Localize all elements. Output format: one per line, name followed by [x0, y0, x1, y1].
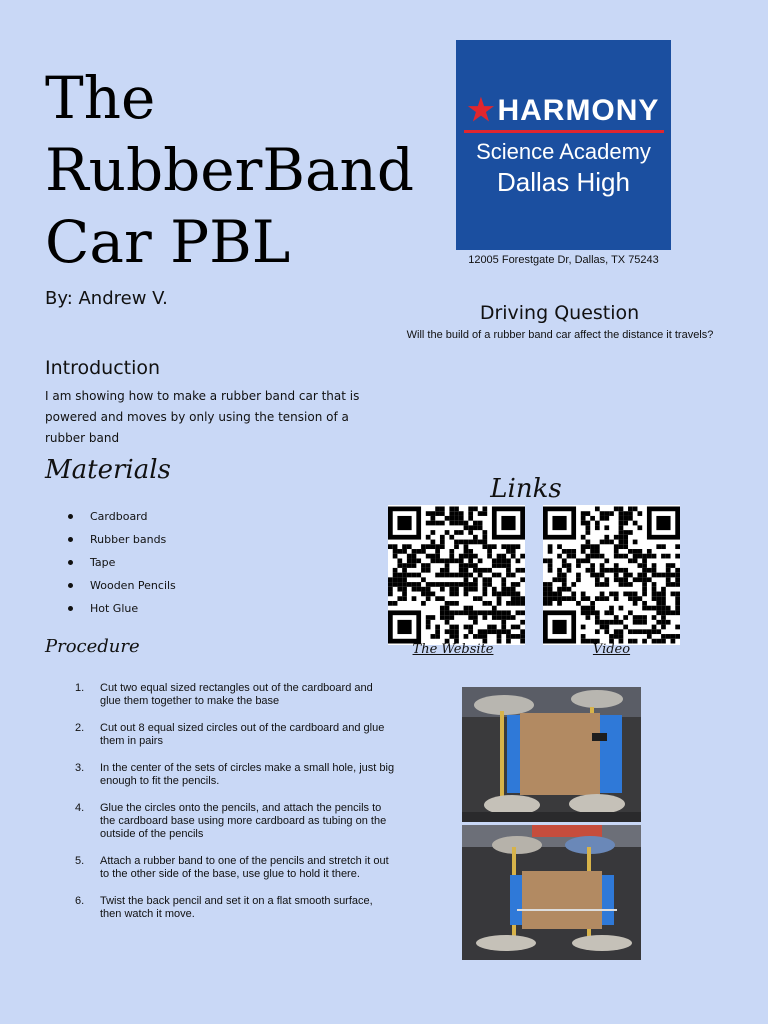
driving-question-text: Will the build of a rubber band car affect the distance it travels?	[406, 329, 714, 341]
car-photo-top	[462, 687, 641, 822]
step-text: Attach a rubber band to one of the pencils and stretch it out to the other side of the base, use glue to hold it there.	[100, 855, 389, 880]
logo-line-2: Dallas High	[497, 166, 630, 197]
step-text: Glue the circles onto the pencils, and attach the pencils to the cardboard base using more cardboard as tubing on the outside of the pencils	[100, 802, 387, 840]
bullet-icon	[68, 514, 73, 519]
list-item	[68, 505, 176, 528]
materials-list	[68, 505, 176, 620]
star-icon: ★	[467, 93, 496, 127]
qr-code-icon	[543, 505, 680, 645]
logo-brand-text: ARMONY	[520, 93, 660, 127]
step-number: 2.	[75, 722, 85, 734]
rubber-band-car-photo	[462, 687, 641, 822]
step-number: 4.	[75, 802, 85, 814]
title-line-1: The	[45, 64, 156, 132]
video-qr-code[interactable]	[543, 505, 680, 645]
title-line-2: RubberBand	[45, 136, 415, 204]
bullet-icon	[68, 537, 73, 542]
qr-code-icon	[388, 505, 525, 645]
bullet-icon	[68, 560, 73, 565]
logo-divider	[464, 130, 664, 133]
step-number: 3.	[75, 762, 85, 774]
list-item	[68, 597, 176, 620]
introduction-heading: Introduction	[45, 357, 161, 379]
driving-question-heading: Driving Question	[479, 302, 640, 324]
links-heading: Links	[490, 474, 562, 504]
material-label: Cardboard	[90, 510, 148, 523]
step-number: 1.	[75, 682, 85, 694]
title-line-3: Car PBL	[45, 208, 291, 276]
step-text: In the center of the sets of circles make a small hole, just big enough to fit the pencils.	[100, 762, 395, 787]
logo-brand-prefix: H	[497, 93, 521, 127]
step-number: 5.	[75, 855, 85, 867]
material-label: Hot Glue	[90, 602, 139, 615]
step-number: 6.	[75, 895, 85, 907]
website-qr-code[interactable]	[388, 505, 525, 645]
bullet-icon	[68, 583, 73, 588]
list-item	[68, 574, 176, 597]
author-byline: By: Andrew V.	[45, 288, 168, 309]
school-logo	[456, 40, 671, 250]
school-address: 12005 Forestgate Dr, Dallas, TX 75243	[468, 254, 659, 266]
step-text: Cut out 8 equal sized circles out of the cardboard and glue them in pairs	[100, 722, 385, 747]
rubber-band-car-photo	[462, 825, 641, 960]
material-label: Wooden Pencils	[90, 579, 176, 592]
procedure-step	[75, 802, 395, 841]
procedure-step	[75, 682, 395, 708]
poster-title	[45, 62, 425, 278]
procedure-step	[75, 855, 395, 881]
materials-heading: Materials	[45, 455, 171, 485]
introduction-text: I am showing how to make a rubber band car that is powered and moves by only using the tension of a rubber band	[45, 389, 360, 445]
logo-line-1: Science Academy	[476, 138, 651, 164]
video-link[interactable]: Video	[592, 642, 631, 657]
procedure-step	[75, 762, 395, 788]
step-text: Twist the back pencil and set it on a flat smooth surface, then watch it move.	[100, 895, 373, 920]
list-item	[68, 551, 176, 574]
logo-brand	[468, 93, 660, 128]
material-label: Rubber bands	[90, 533, 167, 546]
step-text: Cut two equal sized rectangles out of the cardboard and glue them together to make the base	[100, 682, 373, 707]
material-label: Tape	[90, 556, 116, 569]
website-link[interactable]: The Website	[412, 642, 494, 657]
bullet-icon	[68, 606, 73, 611]
list-item	[68, 528, 176, 551]
car-photo-bottom	[462, 825, 641, 960]
procedure-step	[75, 895, 395, 921]
procedure-steps	[75, 682, 395, 935]
procedure-step	[75, 722, 395, 748]
procedure-heading: Procedure	[45, 636, 140, 657]
